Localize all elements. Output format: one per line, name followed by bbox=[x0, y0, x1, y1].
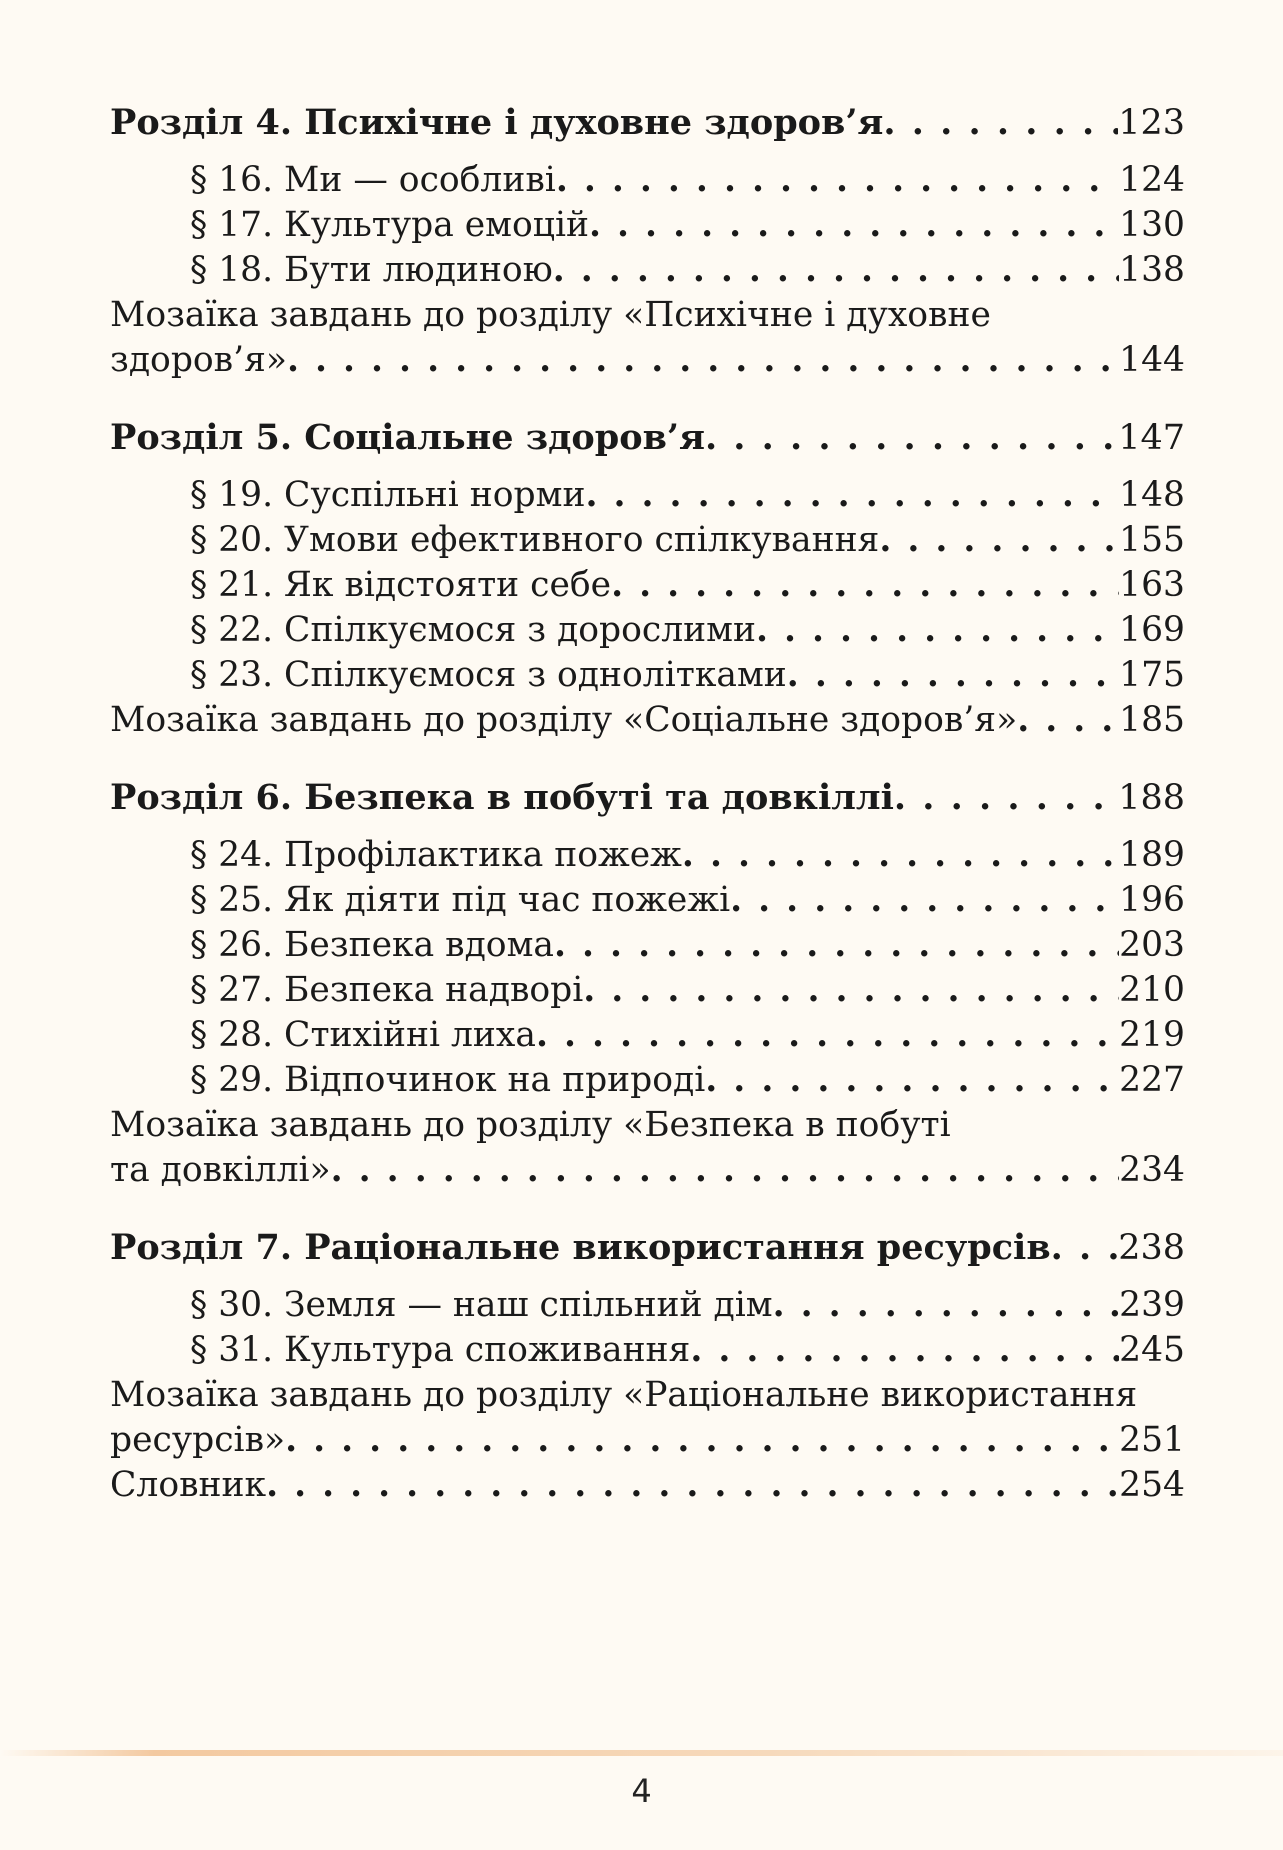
leader-dots bbox=[787, 653, 1119, 698]
leader-dots bbox=[589, 203, 1119, 248]
toc-paragraph-28[interactable]: § 28. Стихійні лиха . . . 219 bbox=[110, 1013, 1185, 1058]
leader-dots bbox=[266, 1463, 1119, 1508]
leader-dots bbox=[1017, 698, 1119, 743]
toc-paragraph-27[interactable]: § 27. Безпека надворі . . . 210 bbox=[110, 968, 1185, 1013]
toc-paragraph-23[interactable]: § 23. Спілкуємося з однолітками . . . 175 bbox=[110, 653, 1185, 698]
leader-dots bbox=[690, 1328, 1119, 1373]
toc-paragraph-30[interactable]: § 30. Земля — наш спільний дім . . . 239 bbox=[110, 1283, 1185, 1328]
page-number: 4 bbox=[631, 1772, 652, 1810]
leader-dots bbox=[331, 1148, 1120, 1193]
leader-dots bbox=[285, 1418, 1119, 1463]
leader-dots bbox=[773, 1283, 1120, 1328]
footer-divider bbox=[0, 1750, 1283, 1756]
leader-dots bbox=[585, 473, 1119, 518]
toc-paragraph-26[interactable]: § 26. Безпека вдома . . . 203 bbox=[110, 923, 1185, 968]
leader-dots bbox=[756, 608, 1119, 653]
toc-mosaic-5[interactable]: Мозаїка завдань до розділу «Соціальне здоров’я» . . . 185 bbox=[110, 698, 1185, 743]
toc-paragraph-29[interactable]: § 29. Відпочинок на природі . . . 227 bbox=[110, 1058, 1185, 1103]
toc-chapter-7[interactable]: Розділ 7. Раціональне використання ресурсів . . . 238 bbox=[110, 1225, 1185, 1271]
toc-paragraph-31[interactable]: § 31. Культура споживання . . . 245 bbox=[110, 1328, 1185, 1373]
leader-dots bbox=[705, 415, 1118, 460]
toc-paragraph-20[interactable]: § 20. Умови ефективного спілкування . . . 155 bbox=[110, 518, 1185, 563]
leader-dots bbox=[1051, 1225, 1119, 1270]
leader-dots bbox=[730, 878, 1119, 923]
leader-dots bbox=[287, 338, 1119, 383]
toc-paragraph-17[interactable]: § 17. Культура емоцій . . . 130 bbox=[110, 203, 1185, 248]
leader-dots bbox=[894, 775, 1118, 820]
leader-dots bbox=[556, 158, 1119, 203]
toc-mosaic-6[interactable]: та довкіллі» . . . 234 bbox=[110, 1148, 1185, 1193]
leader-dots bbox=[705, 1058, 1119, 1103]
toc-mosaic-4[interactable]: здоров’я» . . . 144 bbox=[110, 338, 1185, 383]
leader-dots bbox=[553, 248, 1119, 293]
toc-mosaic-4-line1[interactable]: Мозаїка завдань до розділу «Психічне і духовне bbox=[110, 295, 991, 335]
toc-chapter-6[interactable]: Розділ 6. Безпека в побуті та довкіллі . . . 188 bbox=[110, 775, 1185, 821]
toc-glossary[interactable]: Словник . . . 254 bbox=[110, 1463, 1185, 1508]
toc-paragraph-21[interactable]: § 21. Як відстояти себе . . . 163 bbox=[110, 563, 1185, 608]
toc-paragraph-18[interactable]: § 18. Бути людиною . . . 138 bbox=[110, 248, 1185, 293]
toc-chapter-4[interactable]: Розділ 4. Психічне і духовне здоров’я . . . 123 bbox=[110, 100, 1185, 146]
toc-paragraph-16[interactable]: § 16. Ми — особливі . . . 124 bbox=[110, 158, 1185, 203]
leader-dots bbox=[883, 100, 1118, 145]
toc-paragraph-24[interactable]: § 24. Профілактика пожеж . . . 189 bbox=[110, 833, 1185, 878]
leader-dots bbox=[611, 563, 1119, 608]
toc-mosaic-7-line1[interactable]: Мозаїка завдань до розділу «Раціональне використання bbox=[110, 1375, 1138, 1415]
leader-dots bbox=[583, 968, 1119, 1013]
toc-paragraph-22[interactable]: § 22. Спілкуємося з дорослими . . . 169 bbox=[110, 608, 1185, 653]
leader-dots bbox=[554, 923, 1119, 968]
leader-dots bbox=[879, 518, 1119, 563]
table-of-contents bbox=[110, 100, 1185, 1508]
leader-dots bbox=[682, 833, 1119, 878]
toc-paragraph-19[interactable]: § 19. Суспільні норми . . . 148 bbox=[110, 473, 1185, 518]
toc-paragraph-25[interactable]: § 25. Як діяти під час пожежі . . . 196 bbox=[110, 878, 1185, 923]
leader-dots bbox=[536, 1013, 1119, 1058]
toc-mosaic-6-line1[interactable]: Мозаїка завдань до розділу «Безпека в побуті bbox=[110, 1105, 951, 1145]
toc-chapter-5[interactable]: Розділ 5. Соціальне здоров’я . . . 147 bbox=[110, 415, 1185, 461]
toc-mosaic-7[interactable]: ресурсів» . . . 251 bbox=[110, 1418, 1185, 1463]
